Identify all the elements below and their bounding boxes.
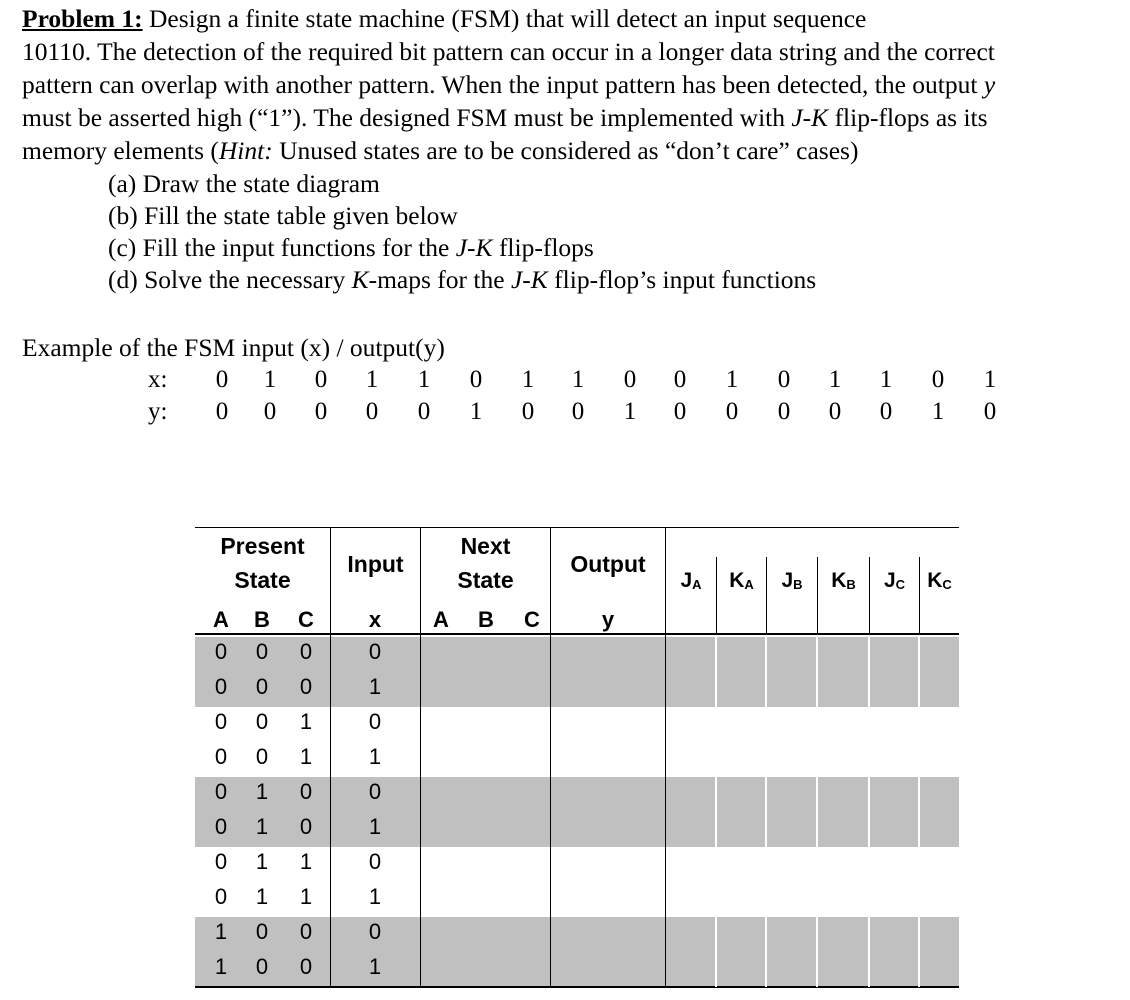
x-label: x: [148,366,168,393]
table-cell-a: 0 [214,639,228,664]
header-ka: $K_A$ [729,569,754,592]
table-top-rule [195,527,959,528]
problem-line-1: Problem 1: Design a finite state machine (FSM) that will detect an input sequence [22,4,867,33]
problem-line-5: memory elements (Hint: Unused states are to be considered as “don’t care” cases) [22,136,859,165]
y-bit: 0 [215,398,229,425]
header-rule [195,633,959,635]
state-table [195,527,959,988]
y-bit: 0 [263,398,277,425]
x-bit: 0 [623,366,637,393]
x-bit: 1 [365,366,379,393]
header-present: Present [220,533,305,559]
table-cell-c: 0 [299,814,313,839]
subheader-c: C [298,607,314,632]
y-bit: 0 [879,398,893,425]
problem-title: Problem 1: [22,4,143,33]
table-cell-c: 0 [299,779,313,804]
table-cell-x: 0 [368,709,382,734]
header-kc: $K_C$ [927,569,952,592]
y-bit: 0 [777,398,791,425]
x-bit: 1 [263,366,277,393]
table-cell-c: 1 [299,744,313,769]
x-bit: 1 [417,366,431,393]
table-cell-x: 0 [368,779,382,804]
y-bit: 0 [571,398,585,425]
header-output: Output [570,551,646,577]
x-bit: 0 [314,366,328,393]
table-cell-a: 0 [214,709,228,734]
x-bit: 0 [215,366,229,393]
table-cell-x: 0 [368,849,382,874]
table-cell-b: 1 [255,884,269,909]
x-bit: 1 [879,366,893,393]
x-bit: 0 [469,366,483,393]
table-cell-a: 0 [214,814,228,839]
table-cell-a: 1 [214,954,228,979]
part-d: (d) Solve the necessary K-maps for the J-K flip-flop’s input functions [108,265,817,294]
subheader-b: B [254,607,270,632]
y-bit: 0 [828,398,842,425]
y-bit: 0 [673,398,687,425]
subheader-a: A [213,607,229,632]
table-cell-c: 1 [299,884,313,909]
table-cell-x: 0 [368,639,382,664]
table-cell-x: 1 [368,954,382,979]
y-bit: 0 [417,398,431,425]
col-rule [420,527,421,988]
part-a: (a) Draw the state diagram [108,169,380,198]
problem-line-3: pattern can overlap with another pattern. When the input pattern has been detected, the output y [22,70,996,99]
problem-parts [108,168,816,296]
table-cell-x: 0 [368,919,382,944]
subheader-next-a: A [433,607,449,632]
table-cell-a: 0 [214,849,228,874]
subheader-next-c: C [524,607,540,632]
problem-line-4: must be asserted high (“1”). The designed FSM must be implemented with J-K flip-flops as its [22,103,988,132]
subheader-next-b: B [478,607,494,632]
table-cell-a: 0 [214,674,228,699]
table-cell-x: 1 [368,674,382,699]
subheader-x: x [368,607,382,632]
table-cell-b: 0 [255,709,269,734]
table-cell-b: 0 [255,744,269,769]
table-cell-a: 0 [214,744,228,769]
y-bit: 1 [623,398,637,425]
table-cell-x: 1 [368,814,382,839]
header-present-state: State [234,567,291,593]
table-cell-a: 0 [214,884,228,909]
header-kb: $K_B$ [831,569,856,592]
table-cell-x: 1 [368,744,382,769]
x-bit: 0 [777,366,791,393]
header-next-state: State [457,567,514,593]
x-bit: 1 [725,366,739,393]
table-cell-c: 1 [299,849,313,874]
header-jb: $J_B$ [781,569,803,592]
x-bit: 0 [673,366,687,393]
x-bit: 1 [521,366,535,393]
table-cell-c: 0 [299,639,313,664]
x-bit: 1 [983,366,997,393]
x-bit: 1 [828,366,842,393]
part-b: (b) Fill the state table given below [108,201,458,230]
table-cell-b: 1 [255,814,269,839]
col-rule [330,527,331,988]
header-ja: $J_A$ [680,569,702,592]
table-cell-b: 0 [255,919,269,944]
table-cell-a: 1 [214,919,228,944]
header-next: Next [460,533,511,559]
table-cell-b: 0 [255,639,269,664]
table-cell-b: 0 [255,954,269,979]
x-bit: 0 [931,366,945,393]
table-cell-c: 0 [299,674,313,699]
header-jc: $J_C$ [883,569,906,592]
subheader-y: y [601,607,615,632]
table-cell-c: 0 [299,954,313,979]
y-bit: 0 [725,398,739,425]
y-label: y: [148,398,168,425]
y-bit: 1 [469,398,483,425]
col-rule [665,527,666,988]
part-c: (c) Fill the input functions for the J-K flip-flops [108,233,594,262]
col-rule [550,527,551,988]
example-title: Example of the FSM input (x) / output(y) [22,333,445,362]
header-input: Input [347,551,404,577]
table-cell-b: 1 [255,779,269,804]
table-bottom-rule [195,986,959,988]
y-bit: 0 [365,398,379,425]
y-bit: 1 [931,398,945,425]
table-cell-b: 1 [255,849,269,874]
table-cell-b: 0 [255,674,269,699]
problem-line-2: 10110. The detection of the required bit pattern can occur in a longer data string and the correct [22,37,995,66]
y-bit: 0 [521,398,535,425]
table-cell-c: 1 [299,709,313,734]
y-bit: 0 [983,398,997,425]
table-cell-x: 1 [368,884,382,909]
problem-statement [22,2,1122,167]
table-cell-a: 0 [214,779,228,804]
x-bit: 1 [571,366,585,393]
table-cell-c: 0 [299,919,313,944]
y-bit: 0 [314,398,328,425]
